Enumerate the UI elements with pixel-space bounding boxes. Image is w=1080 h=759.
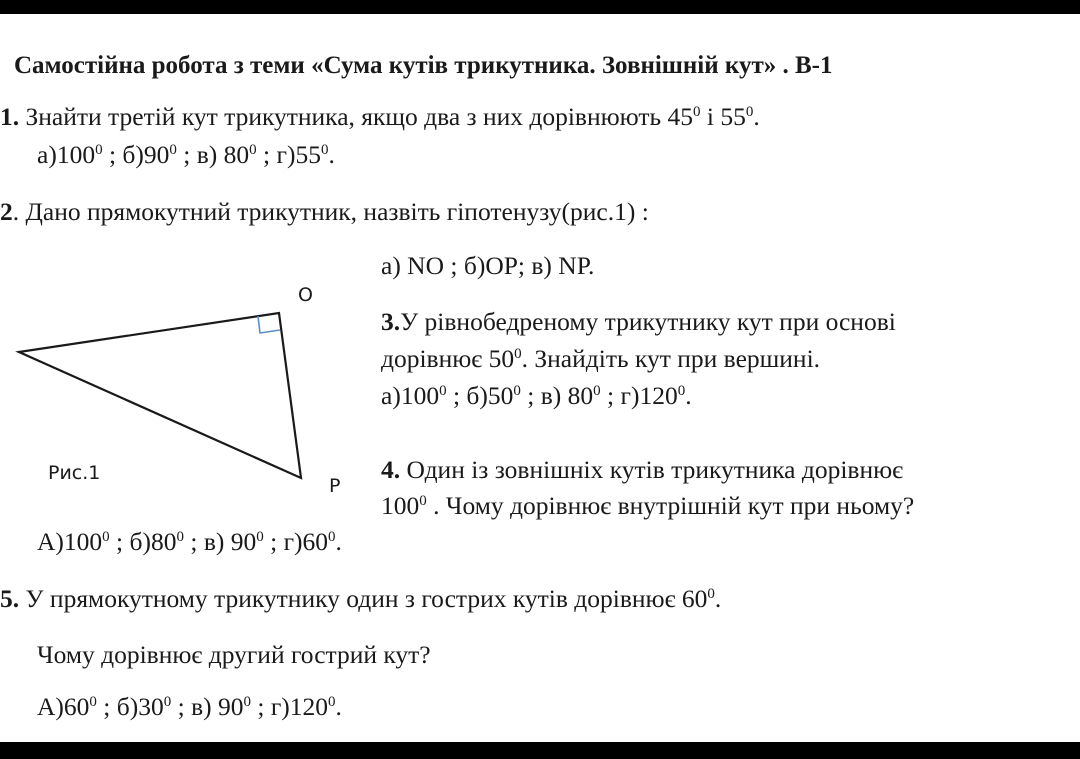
question-2-answers: а) NO ; б)OP; в) NP. [381,251,595,280]
question-3-line-2: дорівнює $50^0$. Знайдіть кут при вершині. [381,344,821,373]
vertex-label-p: P [329,475,341,497]
question-5-answers: $А)60^0$ ; $б)30^0$ ; в) $90^0$ ; $г)120^0$. [37,692,342,721]
right-angle-marker [258,316,280,333]
figure-caption: Рис.1 [48,462,101,484]
question-1-text: Знайти третій кут трикутника, якщо два з них дорівнюють 45 [25,102,694,131]
question-4-line-2: $100^0$ . Чому дорівнює внутрішній кут при ньому? [381,491,915,520]
question-5-line-2: Чому дорівнює другий гострий кут? [37,640,431,669]
question-1: 1. Знайти третій кут трикутника, якщо два з них дорівнюють $45^0$ і $55^0$. [0,102,760,131]
bottom-black-border [0,742,1080,759]
triangle-outline [19,313,301,478]
question-4-answers: $А)100^0$ ; $б)80^0$ ; в) $90^0$ ; $г)60^0$. [37,527,342,556]
question-4-number: 4. [381,455,401,484]
question-3: 3.У рівнобедреному трикутнику кут при основі [381,307,896,336]
question-2-number: 2 [0,197,13,226]
question-2-text: . Дано прямокутний трикутник, назвіть гіпотенузу(рис.1) : [12,197,649,226]
question-3-number: 3. [381,307,401,336]
question-5: 5. У прямокутному трикутнику один з гострих кутів дорівнює $60^0$. [0,584,722,613]
question-3-answers: $а)100^0$ ; $б)50^0$ ; в) $80^0$ ; $г)120^0$. [381,381,692,410]
question-4: 4. Один із зовнішніх кутів трикутника дорівнює [381,455,904,484]
question-5-number: 5. [0,584,20,613]
question-1-number: 1. [0,102,20,131]
question-1-answers: $а)100^0$ ; $б)90^0$ ; в) $80^0$ ; $г)55^0$. [37,140,335,169]
worksheet-title: Самостійна робота з теми «Сума кутів трикутника. Зовнішній кут» . В-1 [14,52,833,79]
vertex-label-o: O [298,284,313,306]
